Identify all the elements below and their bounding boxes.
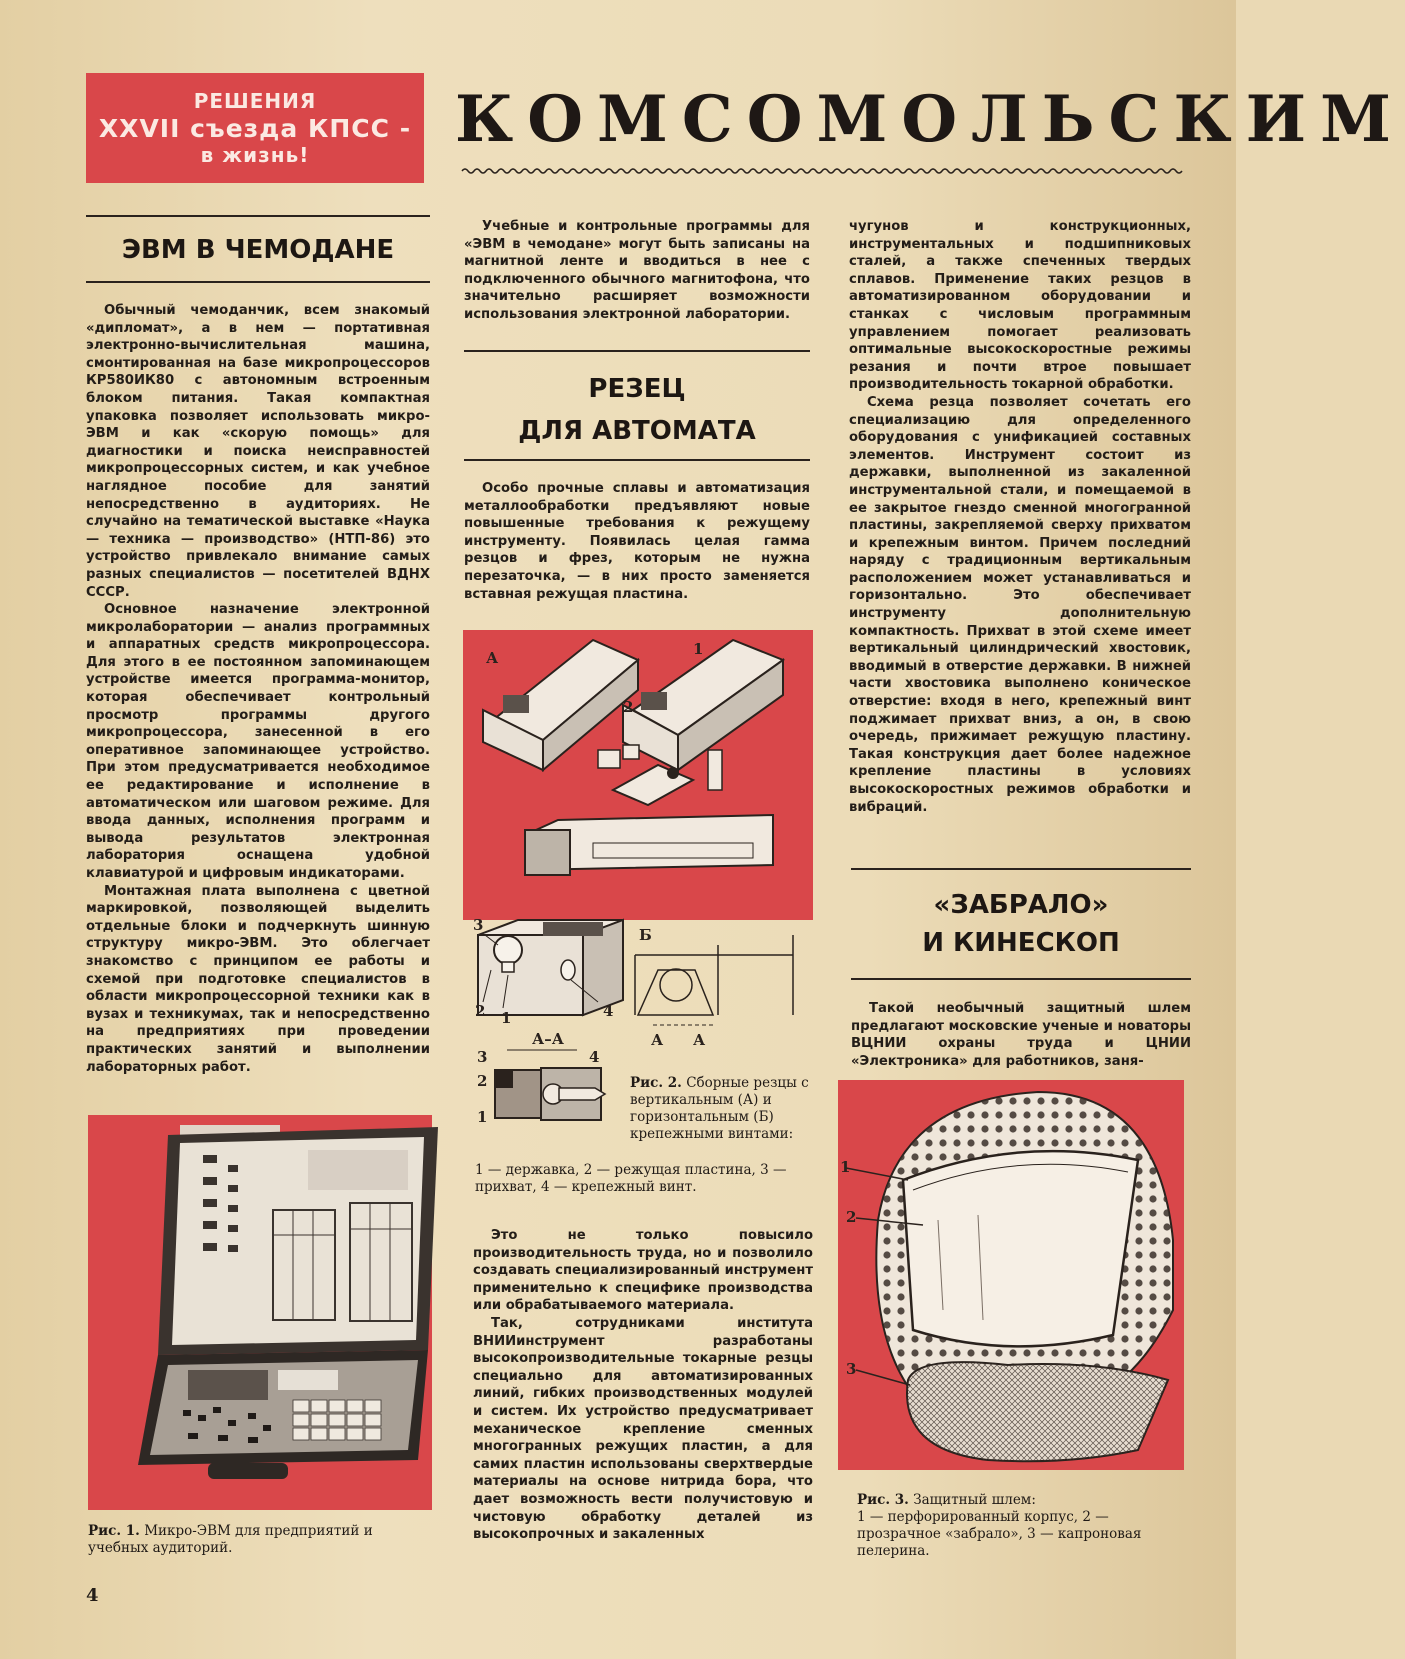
article1-paragraph: Обычный чемоданчик, всем знакомый «дипломат», а в нем — портативная электронно-вычислительная машина, смонтированная на базе микропроцессоров КР580ИК80 с автономным встроенным блоком питания. Такая компактная упаковка позволяет использовать микро-ЭВМ и как «скорую помощь» для диагностики и поиска неисправностей микропроцессорных систем, и как учебное наглядное пособие для занятий непосредственно в аудиториях. Не случайно на тематической выставке «Наука — техника — производство» (НТП-86) это устройство привлекало внимание самых разных специалистов — посетителей ВДНХ СССР. — [86, 303, 430, 600]
article1-paragraph: Монтажная плата выполнена с цветной маркировкой, позволяющей выделить отдельные блоки и подчеркнуть шинную структуру микро-ЭВМ. Это облегчает знакомство с принципом ее работы и схемой при подготовке специалистов в области микропроцессорной техники как в вузах и техникумах, так и непосредственно на предприятиях при проведении практических занятий и выполнении лабораторных работ. — [86, 883, 430, 1075]
banner-line-3: в жизнь! — [200, 142, 310, 167]
figure3-helmet-drawing — [838, 1080, 1184, 1470]
article2-intro — [464, 480, 810, 603]
figure2-label-a-right: А — [693, 1031, 706, 1049]
article2-bottom-rule — [464, 459, 810, 461]
figure3-text: Защитный шлем: — [913, 1492, 1036, 1508]
section-rubric: КОМСОМОЛЬСКИМ — [455, 82, 1405, 157]
figure3-caption — [857, 1492, 1187, 1560]
article2-paragraph: Это не только повысило производительность труда, но и позволило создавать специализированный инструмент применительно к специфике производства или обрабатываемого материала. — [473, 1228, 813, 1314]
figure2-number-3: 3 — [473, 916, 484, 934]
article2-column3 — [849, 218, 1191, 816]
figure2-number-4: 4 — [603, 1002, 614, 1020]
banner-line-2: XXVII съезда КПСС - — [98, 113, 412, 143]
banner-line-1: РЕШЕНИЯ — [193, 88, 317, 113]
article1-bottom-rule — [86, 281, 430, 283]
article2-top-rule — [464, 350, 810, 352]
congress-banner — [86, 73, 424, 183]
figure2-label-a: А — [486, 649, 499, 667]
figure2-caption — [630, 1075, 820, 1143]
figure3-number-1: 1 — [840, 1158, 851, 1176]
figure2-label: Рис. 2. — [630, 1075, 682, 1091]
rubric-wavy-rule — [462, 167, 1180, 175]
section-number-4: 4 — [589, 1048, 600, 1066]
article2-column3-paragraph: чугунов и конструкционных, инструментальных и подшипниковых сталей, а также спеченных твердых сплавов. Применение таких резцов в автоматизированном оборудовании и станках с числовым программным управлением помогает реализовать оптимальные высокоскоростные режимы резания и почти втрое повышает производительность токарной обработки. — [849, 219, 1191, 393]
figure2-section-label: А–А — [532, 1030, 564, 1048]
figure3-number-2: 2 — [846, 1208, 857, 1226]
figure1-text: Микро-ЭВМ для предприятий и учебных аудиторий. — [88, 1523, 373, 1556]
article3-intro — [851, 1000, 1191, 1070]
article1-paragraph: Основное назначение электронной микролаборатории — анализ программных и аппаратных средств микропроцессора. Для этого в ее постоянном запоминающем устройстве имеется программа-монитор, которая обеспечивает контрольный просмотр программы другого микропроцессора, занесенной в его оперативное запоминающее устройство. При этом предусматривается необходимое ее редактирование и исполнение в автоматическом или шаговом режиме. Для ввода данных, исполнения программ и вывода результатов электронная лаборатория оснащена удобной клавиатурой и цифровым индикаторами. — [86, 602, 430, 881]
figure2-cutter-diagram — [463, 630, 813, 1065]
figure1-label: Рис. 1. — [88, 1523, 140, 1539]
article3-bottom-rule — [851, 978, 1191, 980]
article2-title-line1: РЕЗЕЦ — [588, 374, 686, 404]
article1-title: ЭВМ В ЧЕМОДАНЕ — [121, 235, 395, 265]
figure2-text: Сборные резцы с вертикальным (А) и горизонтальным (Б) крепежными винтами: — [630, 1075, 809, 1142]
article2-intro-text: Особо прочные сплавы и автоматизация металлообработки предъявляют новые повышенные требования к режущему инструменту. Появилась целая гамма резцов и фрез, которым не нужна перезаточка, — в них просто заменяется вставная режущая пластина. — [464, 481, 810, 602]
figure3-number-3: 3 — [846, 1360, 857, 1378]
section-number-1: 1 — [477, 1108, 488, 1126]
figure1-computer-suitcase-photo — [88, 1115, 432, 1510]
figure2-number-1-top: 1 — [693, 640, 704, 658]
article1-continuation-text: Учебные и контрольные программы для «ЭВМ в чемодане» могут быть записаны на магнитной ленте и вводиться в нее с подключенного обычного магнитофона, что значительно расширяет возможности использования электронной лаборатории. — [464, 219, 810, 322]
section-number-3: 3 — [477, 1048, 488, 1066]
page-number: 4 — [86, 1585, 99, 1606]
figure2-number-1: 1 — [501, 1009, 512, 1027]
article2-column3-paragraph: Схема резца позволяет сочетать его специализацию для определенного оборудования с унификацией составных элементов. Инструмент состоит из державки, выполненной из закаленной инструментальной стали, и помещаемой в ее закрытое гнездо сменной многогранной пластины, закрепляемой сверху прихватом и крепежным винтом. Причем последний наряду с традиционным вертикальным расположением может устанавливаться и горизонтально. Это обеспечивает инструменту дополнительную компактность. Прихват в этой схеме имеет вертикальный цилиндрический хвостовик, вводимый в отверстие державки. В нижней части хвостовика выполнено коническое отверстие: входя в него, крепежный винт поджимает прихват вниз, а он, в свою очередь, прижимает режущую пластину. Такая конструкция дает более надежное крепление пластины в условиях высокоскоростных режимов обработки и вибраций. — [849, 394, 1191, 815]
article3-intro-text: Такой необычный защитный шлем предлагают московские ученые и новаторы ВЦНИИ охраны труда и ЦНИИ «Электроника» для работников, заня- — [851, 1001, 1191, 1069]
figure2-label-a-left: А — [651, 1031, 664, 1049]
figure1-caption — [88, 1523, 434, 1557]
article3-title-line2: И КИНЕСКОП — [922, 928, 1120, 958]
article3-top-rule — [851, 868, 1191, 870]
figure2-section-diagram — [477, 1030, 617, 1140]
article1-continuation — [464, 218, 810, 324]
figure2-label-b: Б — [639, 926, 652, 944]
figure3-legend: 1 — перфорированный корпус, 2 — прозрачное «забрало», 3 — капроновая пелерина. — [857, 1509, 1142, 1559]
figure2-number-2: 2 — [475, 1002, 486, 1020]
article2-paragraph: Так, сотрудниками института ВНИИинструмент разработаны высокопроизводительные токарные резцы специально для автоматизированных линий, гибких производственных модулей и систем. Их устройство предусматривает механическое крепление сменных многогранных режущих пластин, а для самих пластин использованы сверхтвердые материалы на основе нитрида бора, что дает возможность вести получистовую и чистовую обработку деталей из высокопрочных и закаленных — [473, 1315, 813, 1543]
article3-title-line1: «ЗАБРАЛО» — [933, 890, 1109, 920]
figure2-legend: 1 — державка, 2 — режущая пластина, 3 — прихват, 4 — крепежный винт. — [475, 1162, 787, 1195]
article1-top-rule — [86, 215, 430, 217]
section-number-2: 2 — [477, 1072, 488, 1090]
figure2-number-2-top: 2 — [623, 698, 634, 716]
article1-body — [86, 302, 430, 1076]
article2-body — [473, 1227, 813, 1544]
article2-title-line2: ДЛЯ АВТОМАТА — [518, 416, 756, 446]
figure3-label: Рис. 3. — [857, 1492, 909, 1508]
